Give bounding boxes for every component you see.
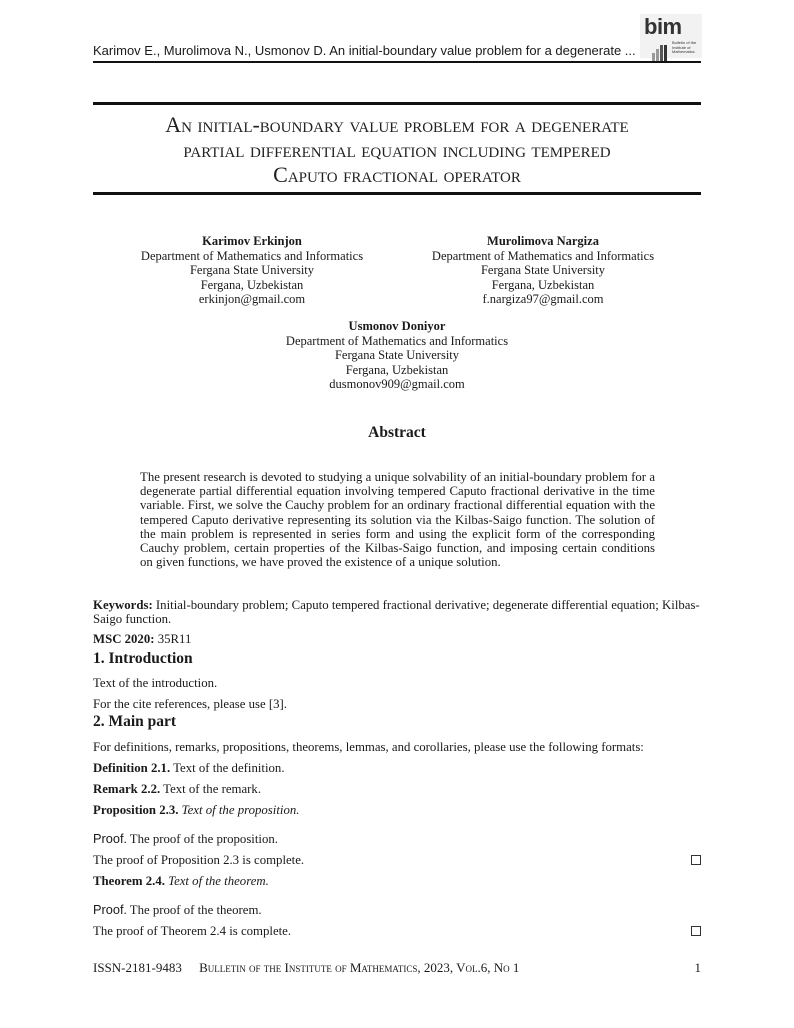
- proof-label: Proof: [93, 831, 124, 846]
- msc-text: 35R11: [154, 632, 192, 646]
- abstract-heading: Abstract: [368, 424, 426, 441]
- logo-subtitle: Bulletin of the Institute of Mathematics: [672, 40, 697, 54]
- title-line: Caputo fractional operator: [273, 162, 521, 187]
- logo-text: bim: [644, 14, 682, 39]
- keywords: [93, 598, 701, 626]
- definition-label: Definition 2.1.: [93, 761, 171, 775]
- author-email: dusmonov909@gmail.com: [329, 377, 465, 391]
- logo-bars: [652, 42, 668, 61]
- author-dept: Department of Mathematics and Informatics: [285, 333, 509, 348]
- proof-text: . The proof of the theorem.: [123, 903, 262, 917]
- qed-square-icon: [691, 855, 701, 865]
- author-email: erkinjon@gmail.com: [198, 292, 306, 306]
- theorem-text: Text of the theorem.: [164, 874, 269, 888]
- proposition: [93, 803, 701, 817]
- section-heading: 2. Main part: [93, 713, 177, 730]
- author-name: Usmonov Doniyor: [348, 319, 446, 333]
- header-rule: [93, 61, 701, 63]
- author-place: Fergana, Uzbekistan: [200, 277, 304, 292]
- qed-square-icon: [691, 926, 701, 936]
- author-dept: Department of Mathematics and Informatics: [140, 248, 364, 263]
- author-univ: Fergana State University: [480, 263, 606, 277]
- footer-journal: Bulletin of the Institute of Mathematics, 2023, Vol.6, No 1: [199, 960, 520, 975]
- paragraph: For the cite references, please use [3].: [93, 697, 287, 711]
- author-1: [110, 234, 394, 307]
- proof: [93, 832, 701, 846]
- footer: [93, 960, 701, 976]
- abstract-text: The present research is devoted to studying a unique solvability of an initial-boundary problem for a degenerate partial differential equation involving tempered Caputo fractional derivative in the time variable. First, we solve the Cauchy problem for an ordinary fractional differential equation with the tempered Caputo derivative representing its solution via the Kilbas-Saigo function. The solution of the main problem is represented in series form and using the explicit form of the corresponding Cauchy problem, certain properties of the Kilbas-Saigo function, and imposing certain conditions on given functions, we have proved the existence of a unique solution.: [140, 470, 655, 570]
- paper-title: [93, 112, 701, 187]
- remark-text: Text of the remark.: [160, 782, 262, 796]
- remark: [93, 782, 701, 796]
- author-name: Karimov Erkinjon: [202, 234, 302, 248]
- remark-label: Remark 2.2.: [93, 782, 161, 796]
- author-place: Fergana, Uzbekistan: [345, 362, 449, 377]
- running-head: Karimov E., Murolimova N., Usmonov D. An initial-boundary value problem for a degenerate ...: [93, 43, 636, 58]
- definition: [93, 761, 701, 775]
- page-number: 1: [694, 960, 701, 975]
- keywords-text: Initial-boundary problem; Caputo tempered fractional derivative; degenerate differential equation; Kilbas-Saigo function.: [93, 598, 700, 627]
- author-email: f.nargiza97@gmail.com: [482, 292, 604, 306]
- author-dept: Department of Mathematics and Informatics: [431, 248, 655, 263]
- msc-label: MSC 2020:: [93, 632, 155, 646]
- proposition-label: Proposition 2.3.: [93, 803, 179, 817]
- theorem-label: Theorem 2.4.: [93, 874, 165, 888]
- author-2: [400, 234, 686, 307]
- journal-logo: [640, 14, 702, 58]
- proof: [93, 903, 701, 917]
- msc: [93, 632, 701, 646]
- proof-end: The proof of Proposition 2.3 is complete.: [93, 853, 305, 867]
- proof-end: The proof of Theorem 2.4 is complete.: [93, 924, 292, 938]
- title-rule-bottom: [93, 192, 701, 195]
- definition-text: Text of the definition.: [170, 761, 285, 775]
- proof-label: Proof: [93, 902, 124, 917]
- footer-issn: ISSN-2181-9483: [93, 960, 182, 975]
- title-rule-top: [93, 102, 701, 105]
- theorem: [93, 874, 701, 888]
- author-3: [250, 319, 544, 392]
- section-heading: 1. Introduction: [93, 650, 193, 667]
- proof-text: . The proof of the proposition.: [123, 832, 278, 846]
- paragraph: Text of the introduction.: [93, 676, 218, 690]
- paragraph: For definitions, remarks, propositions, theorems, lemmas, and corollaries, please use the following formats:: [93, 740, 644, 754]
- author-place: Fergana, Uzbekistan: [491, 277, 595, 292]
- title-line: partial differential equation including tempered: [183, 137, 611, 162]
- keywords-label: Keywords:: [93, 598, 153, 612]
- title-line: An initial-boundary value problem for a degenerate: [165, 112, 629, 137]
- proposition-text: Text of the proposition.: [178, 803, 300, 817]
- author-univ: Fergana State University: [189, 263, 315, 277]
- author-name: Murolimova Nargiza: [487, 234, 599, 248]
- author-univ: Fergana State University: [334, 348, 460, 362]
